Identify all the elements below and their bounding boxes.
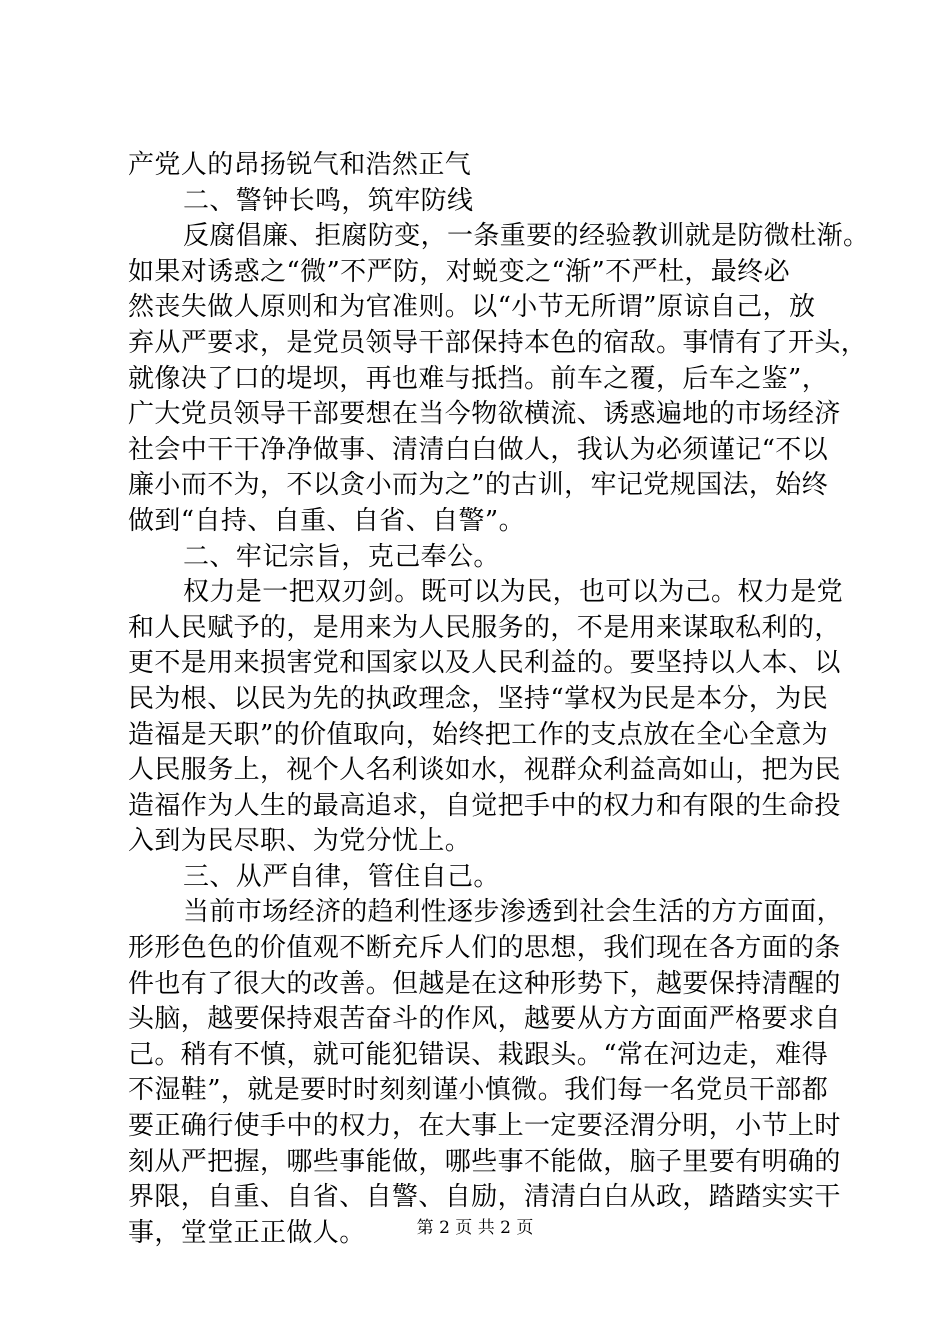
text-line: 头脑，越要保持艰苦奋斗的作风，越要从方方面面严格要求自 (128, 1004, 841, 1035)
text-line: 造福是天职”的价值取向，始终把工作的支点放在全心全意为 (128, 719, 829, 750)
text-line: 反腐倡廉、拒腐防变，一条重要的经验教训就是防微杜渐。 (183, 221, 870, 252)
text-line: 件也有了很大的改善。但越是在这种形势下，越要保持清醒的 (128, 968, 841, 999)
text-line: 二、警钟长鸣，筑牢防线 (183, 185, 474, 216)
text-line: 不湿鞋”，就是要时时刻刻谨小慎微。我们每一名党员干部都 (128, 1075, 829, 1106)
text-line: 入到为民尽职、为党分忧上。 (128, 826, 472, 857)
text-line: 事，堂堂正正做人。 (128, 1217, 366, 1248)
text-line: 就像决了口的堤坝，再也难与抵挡。前车之覆，后车之鉴”， (128, 363, 829, 394)
text-line: 三、从严自律，管住自己。 (183, 861, 500, 892)
text-line: 形形色色的价值观不断充斥人们的思想，我们现在各方面的条 (128, 933, 841, 964)
text-line: 更不是用来损害党和国家以及人民利益的。要坚持以人本、以 (128, 648, 841, 679)
text-line: 广大党员领导干部要想在当今物欲横流、诱惑遍地的市场经济 (128, 399, 841, 430)
text-line: 产党人的昂扬锐气和浩然正气 (128, 150, 472, 180)
document-body (128, 148, 870, 1251)
text-line: 民为根、以民为先的执政理念，坚持“掌权为民是本分，为民 (128, 683, 829, 714)
text-line: 二、牢记宗旨，克己奉公。 (183, 541, 500, 572)
text-line: 刻从严把握，哪些事能做，哪些事不能做，脑子里要有明确的 (128, 1146, 841, 1177)
text-line: 当前市场经济的趋利性逐步渗透到社会生活的方方面面， (183, 897, 844, 928)
text-line: 造福作为人生的最高追求，自觉把手中的权力和有限的生命投 (128, 790, 841, 821)
text-line: 权力是一把双刃剑。既可以为民，也可以为己。权力是党 (183, 577, 844, 608)
page-footer: 第 2 页 共 2 页 (416, 1218, 534, 1238)
text-line: 做到“自持、自重、自省、自警”。 (128, 505, 525, 536)
text-line: 如果对诱惑之“微”不严防，对蜕变之“渐”不严杜，最终必 (128, 256, 790, 287)
text-line: 和人民赋予的，是用来为人民服务的，不是用来谋取私利的， (128, 612, 841, 643)
text-line: 人民服务上，视个人名利谈如水，视群众利益高如山，把为民 (128, 755, 841, 786)
text-line: 己。稍有不慎，就可能犯错误、栽跟头。“常在河边走，难得 (128, 1039, 829, 1070)
text-line: 然丧失做人原则和为官准则。以“小节无所谓”原谅自己，放 (128, 292, 816, 323)
text-line: 要正确行使手中的权力，在大事上一定要泾渭分明，小节上时 (128, 1111, 841, 1142)
text-line: 廉小而不为，不以贪小而为之”的古训，牢记党规国法，始终 (128, 470, 829, 501)
text-line: 弃从严要求，是党员领导干部保持本色的宿敌。事情有了开头， (128, 327, 868, 358)
text-line: 界限，自重、自省、自警、自励，清清白白从政，踏踏实实干 (128, 1182, 841, 1213)
text-line: 社会中干干净净做事、清清白白做人，我认为必须谨记“不以 (128, 434, 829, 465)
